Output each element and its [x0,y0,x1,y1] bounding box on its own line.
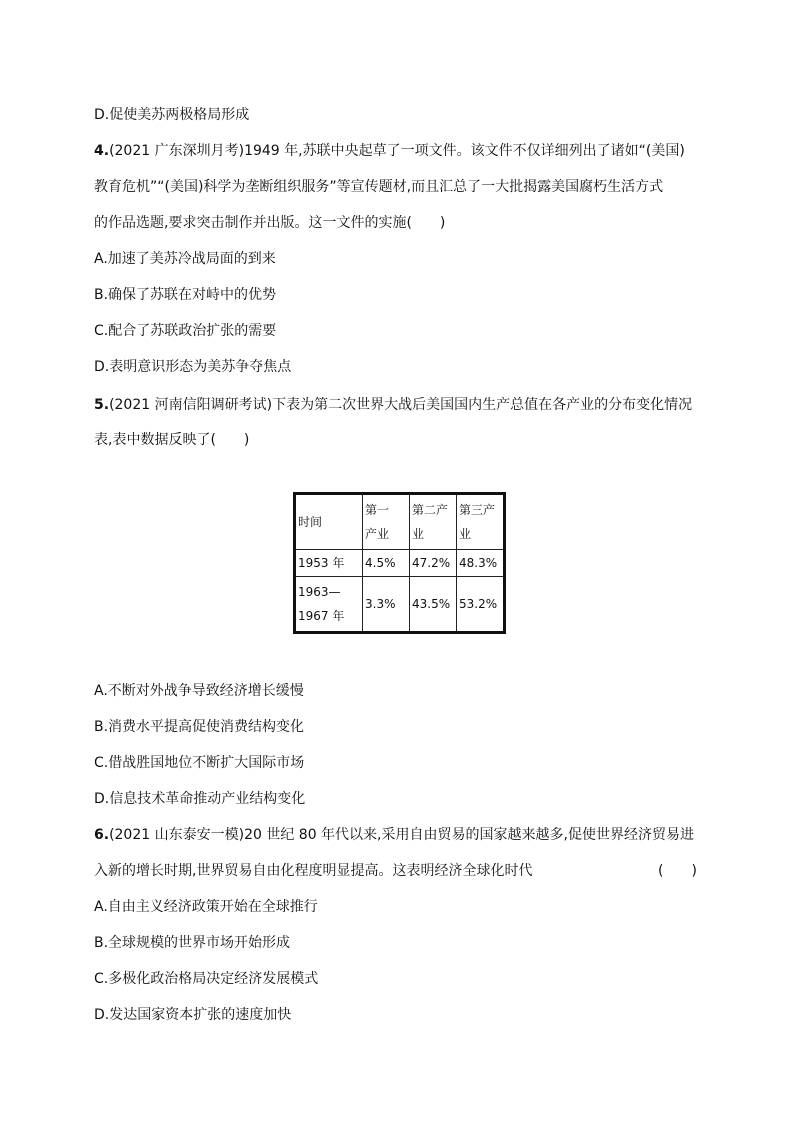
q6-option-d: D.发达国家资本扩张的速度加快 [94,1007,292,1023]
header-time: 时间 [295,494,363,550]
q6-answer-paren: ( ) [658,863,697,879]
q6-stem-text1: 20 世纪 80 年代以来,采用自由贸易的国家越来越多,促使世界经济贸易进 [244,827,694,843]
row1-tertiary: 48.3% [457,550,505,577]
q5-option-c: C.借战胜国地位不断扩大国际市场 [94,755,305,771]
q4-option-a: A.加速了美苏冷战局面的到来 [94,251,276,267]
table-row [295,577,505,633]
row2-secondary: 43.5% [410,577,457,633]
q5-option-d: D.信息技术革命推动产业结构变化 [94,791,306,807]
q5-stem-line2: 表,表中数据反映了( ) [94,432,250,448]
row1-primary: 4.5% [363,550,410,577]
q6-source: (2021 山东泰安一模) [109,827,245,843]
q4-source: (2021 广东深圳月考) [109,143,245,159]
row2-primary: 3.3% [363,577,410,633]
row1-secondary: 47.2% [410,550,457,577]
header-tertiary-industry: 第三产 业 [457,494,505,550]
table-row [295,550,505,577]
q4-number: 4. [94,143,110,159]
prev-option-d: D.促使美苏两极格局形成 [94,107,250,123]
row2-time: 1963— 1967 年 [295,577,363,633]
row1-time: 1953 年 [295,550,363,577]
q4-stem-text1: 1949 年,苏联中央起草了一项文件。该文件不仅详细列出了诸如“(美国) [244,143,685,159]
q5-option-a: A.不断对外战争导致经济增长缓慢 [94,683,304,699]
q4-stem-line2: 教育危机”“(美国)科学为垄断组织服务”等宣传题材,而且汇总了一大批揭露美国腐朽生活方式 [94,179,664,195]
q4-option-d: D.表明意识形态为美苏争夺焦点 [94,359,292,375]
q6-stem-line1 [94,826,694,844]
q5-stem-text1: 下表为第二次世界大战后美国国内生产总值在各产业的分布变化情况 [272,397,693,413]
q4-option-b: B.确保了苏联在对峙中的优势 [94,287,277,303]
q6-option-a: A.自由主义经济政策开始在全球推行 [94,899,318,915]
q5-option-b: B.消费水平提高促使消费结构变化 [94,719,305,735]
q6-stem-line2: 入新的增长时期,世界贸易自由化程度明显提高。这表明经济全球化时代 [94,863,533,879]
q6-number: 6. [94,827,110,843]
table-header-row [295,494,505,550]
header-primary-industry: 第一 产业 [363,494,410,550]
header-secondary-industry: 第二产 业 [410,494,457,550]
q4-option-c: C.配合了苏联政治扩张的需要 [94,323,277,339]
row2-tertiary: 53.2% [457,577,505,633]
q6-option-c: C.多极化政治格局决定经济发展模式 [94,971,319,987]
q6-option-b: B.全球规模的世界市场开始形成 [94,935,291,951]
gdp-distribution-table [293,492,506,634]
q4-stem-line1 [94,142,685,160]
q5-number: 5. [94,397,110,413]
q4-stem-line3: 的作品选题,要求突击制作并出版。这一文件的实施( ) [94,215,446,231]
q5-stem-line1 [94,396,692,414]
q5-source: (2021 河南信阳调研考试) [109,397,273,413]
